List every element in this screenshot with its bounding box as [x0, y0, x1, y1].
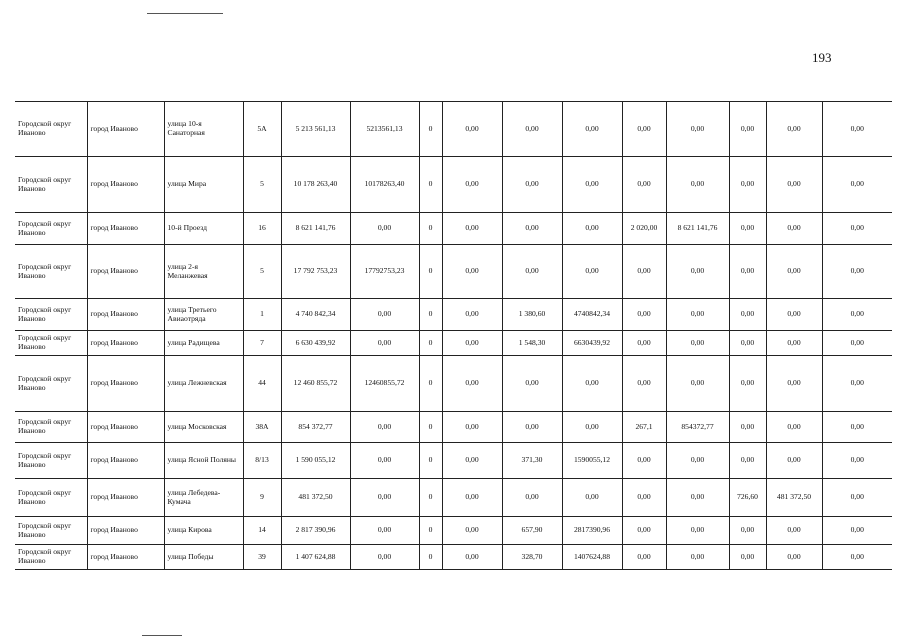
- cell-c9: 0,00: [766, 356, 822, 412]
- cell-street: улица Лебедева-Кумача: [164, 479, 243, 517]
- cell-c6: 0,00: [622, 331, 666, 356]
- cell-municipality: Городской округ Иваново: [15, 356, 87, 412]
- cell-c5: 2817390,96: [562, 517, 622, 545]
- cell-c4: 0,00: [502, 412, 562, 443]
- cell-street: улица Московская: [164, 412, 243, 443]
- cell-c10: 0,00: [822, 299, 892, 331]
- cell-c4: 1 380,60: [502, 299, 562, 331]
- cell-c7: 8 621 141,76: [666, 213, 729, 245]
- cell-house: 5: [243, 245, 281, 299]
- cell-house: 7: [243, 331, 281, 356]
- cell-c6: 0,00: [622, 299, 666, 331]
- cell-total: 1 407 624,88: [281, 545, 350, 570]
- cell-street: улица Победы: [164, 545, 243, 570]
- cell-total: 17 792 753,23: [281, 245, 350, 299]
- cell-c2: 0: [419, 479, 442, 517]
- cell-c9: 0,00: [766, 299, 822, 331]
- cell-c2: 0: [419, 356, 442, 412]
- cell-c2: 0: [419, 157, 442, 213]
- page-number: 193: [812, 50, 832, 65]
- cell-c8: 0,00: [729, 299, 766, 331]
- cell-c10: 0,00: [822, 443, 892, 479]
- cell-c7: 0,00: [666, 299, 729, 331]
- cell-c6: 2 020,00: [622, 213, 666, 245]
- cell-c3: 0,00: [442, 213, 502, 245]
- cell-c2: 0: [419, 443, 442, 479]
- repair-budget-table: [15, 101, 892, 570]
- cell-c4: 1 548,30: [502, 331, 562, 356]
- cell-street: 10-й Проезд: [164, 213, 243, 245]
- cell-municipality: Городской округ Иваново: [15, 443, 87, 479]
- cell-total: 8 621 141,76: [281, 213, 350, 245]
- cell-c1: 0,00: [350, 299, 419, 331]
- cell-settlement: город Иваново: [87, 545, 164, 570]
- cell-municipality: Городской округ Иваново: [15, 479, 87, 517]
- cell-street: улица 2-я Меланжевая: [164, 245, 243, 299]
- cell-c1: 0,00: [350, 443, 419, 479]
- cell-c3: 0,00: [442, 545, 502, 570]
- cell-c10: 0,00: [822, 102, 892, 157]
- cell-total: 5 213 561,13: [281, 102, 350, 157]
- cell-c9: 0,00: [766, 443, 822, 479]
- cell-c4: 0,00: [502, 102, 562, 157]
- cell-settlement: город Иваново: [87, 356, 164, 412]
- cell-settlement: город Иваново: [87, 213, 164, 245]
- cell-c5: 0,00: [562, 245, 622, 299]
- cell-c10: 0,00: [822, 331, 892, 356]
- cell-c6: 0,00: [622, 545, 666, 570]
- cell-c4: 328,70: [502, 545, 562, 570]
- cell-settlement: город Иваново: [87, 412, 164, 443]
- cell-c1: 17792753,23: [350, 245, 419, 299]
- cell-c7: 0,00: [666, 331, 729, 356]
- cell-c10: 0,00: [822, 157, 892, 213]
- cell-house: 39: [243, 545, 281, 570]
- cell-c8: 0,00: [729, 102, 766, 157]
- cell-c10: 0,00: [822, 517, 892, 545]
- cell-c3: 0,00: [442, 443, 502, 479]
- cell-c7: 0,00: [666, 517, 729, 545]
- cell-c4: 0,00: [502, 157, 562, 213]
- cell-c2: 0: [419, 517, 442, 545]
- cell-c9: 0,00: [766, 213, 822, 245]
- table-row: [15, 102, 892, 157]
- cell-c1: 5213561,13: [350, 102, 419, 157]
- cell-c1: 0,00: [350, 412, 419, 443]
- cell-c10: 0,00: [822, 245, 892, 299]
- cell-c1: 0,00: [350, 517, 419, 545]
- cell-c3: 0,00: [442, 356, 502, 412]
- cell-c8: 0,00: [729, 443, 766, 479]
- cell-c4: 371,30: [502, 443, 562, 479]
- cell-settlement: город Иваново: [87, 299, 164, 331]
- cell-street: улица Радищева: [164, 331, 243, 356]
- cell-c6: 0,00: [622, 356, 666, 412]
- cell-c4: 0,00: [502, 479, 562, 517]
- cell-c6: 0,00: [622, 517, 666, 545]
- cell-total: 854 372,77: [281, 412, 350, 443]
- cell-settlement: город Иваново: [87, 157, 164, 213]
- cell-c1: 12460855,72: [350, 356, 419, 412]
- cell-c1: 0,00: [350, 479, 419, 517]
- cell-c2: 0: [419, 245, 442, 299]
- cell-c2: 0: [419, 299, 442, 331]
- cell-c7: 0,00: [666, 245, 729, 299]
- cell-c9: 0,00: [766, 331, 822, 356]
- cell-c3: 0,00: [442, 479, 502, 517]
- cell-c3: 0,00: [442, 412, 502, 443]
- cell-c9: 0,00: [766, 545, 822, 570]
- cell-c8: 0,00: [729, 213, 766, 245]
- cell-c5: 4740842,34: [562, 299, 622, 331]
- cell-c4: 0,00: [502, 245, 562, 299]
- cell-municipality: Городской округ Иваново: [15, 517, 87, 545]
- cell-c7: 854372,77: [666, 412, 729, 443]
- cell-c1: 0,00: [350, 545, 419, 570]
- cell-c4: 657,90: [502, 517, 562, 545]
- cell-c3: 0,00: [442, 157, 502, 213]
- table-row: [15, 479, 892, 517]
- cell-municipality: Городской округ Иваново: [15, 213, 87, 245]
- cell-c10: 0,00: [822, 213, 892, 245]
- cell-c5: 0,00: [562, 412, 622, 443]
- cell-c7: 0,00: [666, 479, 729, 517]
- cell-settlement: город Иваново: [87, 331, 164, 356]
- cell-house: 38А: [243, 412, 281, 443]
- table-row: [15, 245, 892, 299]
- table-row: [15, 299, 892, 331]
- cell-street: улица Третьего Авиаотряда: [164, 299, 243, 331]
- cell-municipality: Городской округ Иваново: [15, 299, 87, 331]
- table-row: [15, 213, 892, 245]
- cell-c5: 0,00: [562, 102, 622, 157]
- cell-settlement: город Иваново: [87, 245, 164, 299]
- cell-total: 2 817 390,96: [281, 517, 350, 545]
- cell-c2: 0: [419, 412, 442, 443]
- cell-c8: 0,00: [729, 331, 766, 356]
- cell-c10: 0,00: [822, 356, 892, 412]
- cell-c8: 0,00: [729, 517, 766, 545]
- cell-total: 481 372,50: [281, 479, 350, 517]
- cell-total: 4 740 842,34: [281, 299, 350, 331]
- scan-mark-bottom: [142, 635, 182, 636]
- cell-street: улица Кирова: [164, 517, 243, 545]
- cell-c6: 0,00: [622, 102, 666, 157]
- cell-c10: 0,00: [822, 412, 892, 443]
- cell-settlement: город Иваново: [87, 102, 164, 157]
- cell-house: 5: [243, 157, 281, 213]
- cell-house: 8/13: [243, 443, 281, 479]
- cell-c7: 0,00: [666, 356, 729, 412]
- cell-c7: 0,00: [666, 157, 729, 213]
- cell-house: 44: [243, 356, 281, 412]
- cell-c2: 0: [419, 331, 442, 356]
- cell-street: улица Ясной Поляны: [164, 443, 243, 479]
- cell-c6: 0,00: [622, 479, 666, 517]
- table-row: [15, 517, 892, 545]
- cell-c9: 0,00: [766, 102, 822, 157]
- cell-c7: 0,00: [666, 545, 729, 570]
- cell-c2: 0: [419, 102, 442, 157]
- cell-street: улица Лежневская: [164, 356, 243, 412]
- cell-c5: 6630439,92: [562, 331, 622, 356]
- cell-total: 6 630 439,92: [281, 331, 350, 356]
- cell-c8: 0,00: [729, 245, 766, 299]
- table-row: [15, 331, 892, 356]
- cell-c7: 0,00: [666, 102, 729, 157]
- cell-total: 10 178 263,40: [281, 157, 350, 213]
- cell-c8: 0,00: [729, 412, 766, 443]
- table-row: [15, 412, 892, 443]
- cell-c1: 10178263,40: [350, 157, 419, 213]
- cell-c3: 0,00: [442, 517, 502, 545]
- cell-c6: 267,1: [622, 412, 666, 443]
- cell-c2: 0: [419, 213, 442, 245]
- cell-c9: 0,00: [766, 245, 822, 299]
- cell-municipality: Городской округ Иваново: [15, 331, 87, 356]
- cell-c1: 0,00: [350, 213, 419, 245]
- cell-c6: 0,00: [622, 157, 666, 213]
- cell-municipality: Городской округ Иваново: [15, 412, 87, 443]
- scan-mark-top: [147, 13, 223, 14]
- cell-c8: 726,60: [729, 479, 766, 517]
- cell-c10: 0,00: [822, 479, 892, 517]
- cell-street: улица 10-я Санаторная: [164, 102, 243, 157]
- cell-house: 5А: [243, 102, 281, 157]
- cell-c10: 0,00: [822, 545, 892, 570]
- cell-c3: 0,00: [442, 245, 502, 299]
- cell-c6: 0,00: [622, 443, 666, 479]
- table-body: [15, 102, 892, 570]
- cell-c8: 0,00: [729, 157, 766, 213]
- cell-c8: 0,00: [729, 545, 766, 570]
- cell-municipality: Городской округ Иваново: [15, 102, 87, 157]
- cell-c5: 0,00: [562, 157, 622, 213]
- cell-municipality: Городской округ Иваново: [15, 545, 87, 570]
- cell-c5: 0,00: [562, 213, 622, 245]
- cell-total: 1 590 055,12: [281, 443, 350, 479]
- cell-house: 14: [243, 517, 281, 545]
- cell-c6: 0,00: [622, 245, 666, 299]
- cell-house: 16: [243, 213, 281, 245]
- cell-c9: 0,00: [766, 517, 822, 545]
- cell-settlement: город Иваново: [87, 479, 164, 517]
- cell-c9: 481 372,50: [766, 479, 822, 517]
- cell-house: 1: [243, 299, 281, 331]
- table-row: [15, 545, 892, 570]
- cell-c9: 0,00: [766, 412, 822, 443]
- cell-c3: 0,00: [442, 102, 502, 157]
- cell-c5: 0,00: [562, 479, 622, 517]
- cell-settlement: город Иваново: [87, 443, 164, 479]
- cell-c5: 1590055,12: [562, 443, 622, 479]
- cell-settlement: город Иваново: [87, 517, 164, 545]
- cell-c5: 0,00: [562, 356, 622, 412]
- cell-street: улица Мира: [164, 157, 243, 213]
- cell-c3: 0,00: [442, 331, 502, 356]
- cell-municipality: Городской округ Иваново: [15, 245, 87, 299]
- cell-total: 12 460 855,72: [281, 356, 350, 412]
- cell-c1: 0,00: [350, 331, 419, 356]
- cell-c5: 1407624,88: [562, 545, 622, 570]
- cell-c7: 0,00: [666, 443, 729, 479]
- cell-c9: 0,00: [766, 157, 822, 213]
- cell-c2: 0: [419, 545, 442, 570]
- cell-c3: 0,00: [442, 299, 502, 331]
- cell-c8: 0,00: [729, 356, 766, 412]
- table-row: [15, 356, 892, 412]
- cell-c4: 0,00: [502, 213, 562, 245]
- cell-c4: 0,00: [502, 356, 562, 412]
- table-row: [15, 443, 892, 479]
- cell-municipality: Городской округ Иваново: [15, 157, 87, 213]
- table-row: [15, 157, 892, 213]
- cell-house: 9: [243, 479, 281, 517]
